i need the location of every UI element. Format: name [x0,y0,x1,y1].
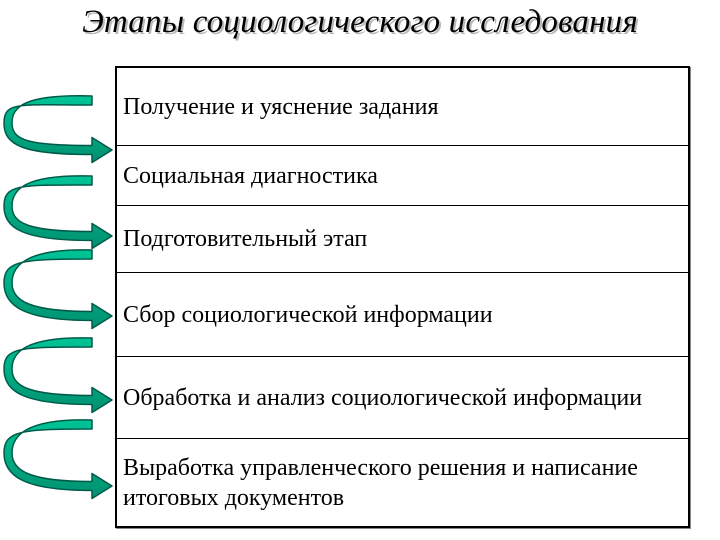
curved-arrow-1 [4,96,112,163]
stage-row-6 [117,439,688,526]
title-wrap [0,4,720,41]
stage-row-1 [117,68,688,146]
stage-label-2: Социальная диагностика [123,162,378,189]
stage-label-3: Подготовительный этап [123,226,368,252]
stage-label-4: Сбор социологической информации [123,301,493,328]
stage-label-6: Выработка управленческого решения и написание итоговых документов [123,454,638,511]
stage-label-1: Получение и уяснение задания [123,93,439,120]
stage-row-4 [117,273,688,357]
curved-arrow-2 [4,176,112,249]
stage-row-3 [117,206,688,273]
stages-table [115,66,690,528]
diagram-title: Этапы социологического исследования [82,4,638,40]
curved-arrow-5 [4,420,112,499]
stage-row-5 [117,357,688,439]
curved-arrow-3 [4,250,112,329]
stage-row-2 [117,146,688,206]
stage-label-5: Обработка и анализ социологической информации [123,384,643,411]
curved-arrow-4 [4,338,112,413]
